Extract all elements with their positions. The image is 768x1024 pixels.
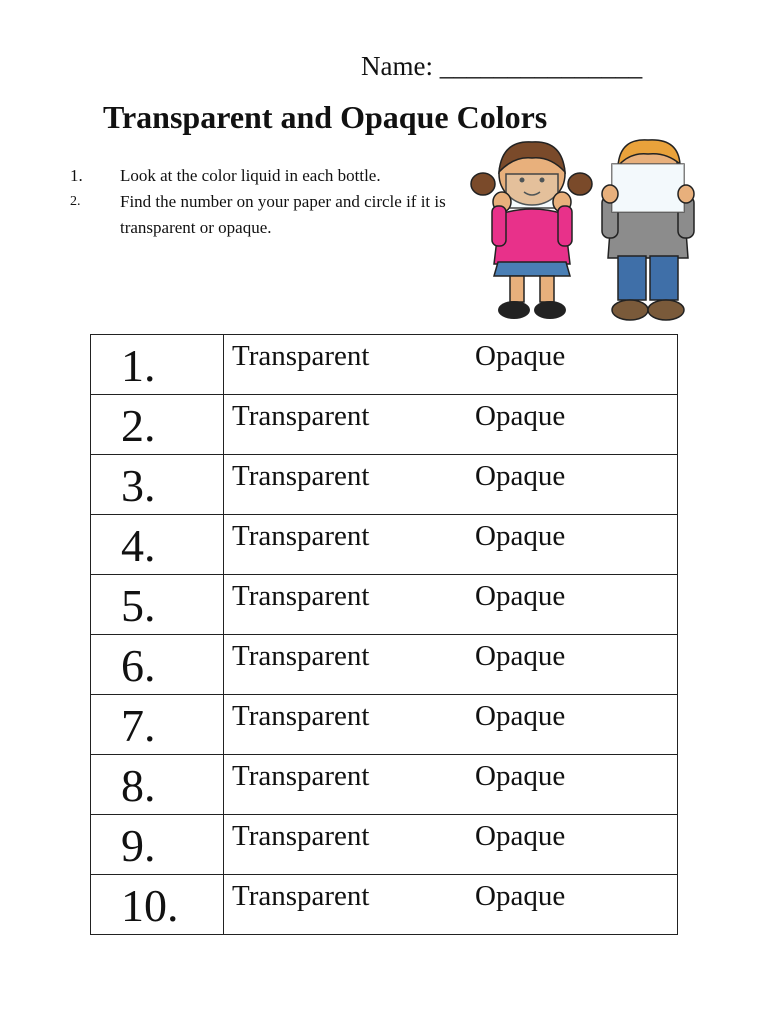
table-row	[91, 875, 678, 935]
choice-cell	[224, 575, 678, 635]
option-opaque[interactable]: Opaque	[475, 580, 566, 612]
instruction-text: Look at the color liquid in each bottle.	[120, 166, 381, 185]
girl-holding-transparent-glass-icon	[471, 142, 592, 319]
option-transparent[interactable]: Transparent	[232, 460, 370, 492]
row-number: 8.	[91, 755, 224, 815]
instruction-number: 1.	[70, 166, 83, 185]
row-number: 2.	[91, 395, 224, 455]
table-row	[91, 755, 678, 815]
table-row	[91, 515, 678, 575]
instructions-list	[70, 163, 450, 241]
option-transparent[interactable]: Transparent	[232, 400, 370, 432]
option-transparent[interactable]: Transparent	[232, 820, 370, 852]
instruction-text: Find the number on your paper and circle if it is transparent or opaque.	[120, 192, 446, 237]
row-number: 1.	[91, 335, 224, 395]
table-row	[91, 575, 678, 635]
table-row	[91, 455, 678, 515]
option-transparent[interactable]: Transparent	[232, 340, 370, 372]
choice-cell	[224, 395, 678, 455]
row-number: 4.	[91, 515, 224, 575]
instruction-number: 2.	[70, 194, 81, 209]
row-number: 10.	[91, 875, 224, 935]
choice-cell	[224, 755, 678, 815]
option-transparent[interactable]: Transparent	[232, 700, 370, 732]
boy-holding-frosted-glass-icon	[602, 140, 694, 320]
row-number: 7.	[91, 695, 224, 755]
table-row	[91, 815, 678, 875]
answer-table	[90, 334, 678, 935]
choice-cell	[224, 515, 678, 575]
choice-cell	[224, 635, 678, 695]
option-opaque[interactable]: Opaque	[475, 640, 566, 672]
choice-cell	[224, 335, 678, 395]
instruction-item	[70, 189, 450, 241]
choice-cell	[224, 695, 678, 755]
name-field-label: Name: _______________	[361, 51, 643, 81]
table-row	[91, 635, 678, 695]
option-transparent[interactable]: Transparent	[232, 760, 370, 792]
option-opaque[interactable]: Opaque	[475, 460, 566, 492]
row-number: 5.	[91, 575, 224, 635]
row-number: 3.	[91, 455, 224, 515]
option-transparent[interactable]: Transparent	[232, 580, 370, 612]
choice-cell	[224, 815, 678, 875]
table-row	[91, 395, 678, 455]
option-opaque[interactable]: Opaque	[475, 700, 566, 732]
choice-cell	[224, 455, 678, 515]
option-transparent[interactable]: Transparent	[232, 880, 370, 912]
option-transparent[interactable]: Transparent	[232, 520, 370, 552]
row-number: 6.	[91, 635, 224, 695]
instruction-item	[70, 163, 450, 189]
table-row	[91, 695, 678, 755]
row-number: 9.	[91, 815, 224, 875]
option-opaque[interactable]: Opaque	[475, 520, 566, 552]
option-opaque[interactable]: Opaque	[475, 340, 566, 372]
option-opaque[interactable]: Opaque	[475, 760, 566, 792]
option-opaque[interactable]: Opaque	[475, 820, 566, 852]
page-title: Transparent and Opaque Colors	[103, 99, 548, 135]
option-opaque[interactable]: Opaque	[475, 880, 566, 912]
choice-cell	[224, 875, 678, 935]
option-opaque[interactable]: Opaque	[475, 400, 566, 432]
option-transparent[interactable]: Transparent	[232, 640, 370, 672]
table-row	[91, 335, 678, 395]
kids-illustration	[462, 134, 706, 328]
